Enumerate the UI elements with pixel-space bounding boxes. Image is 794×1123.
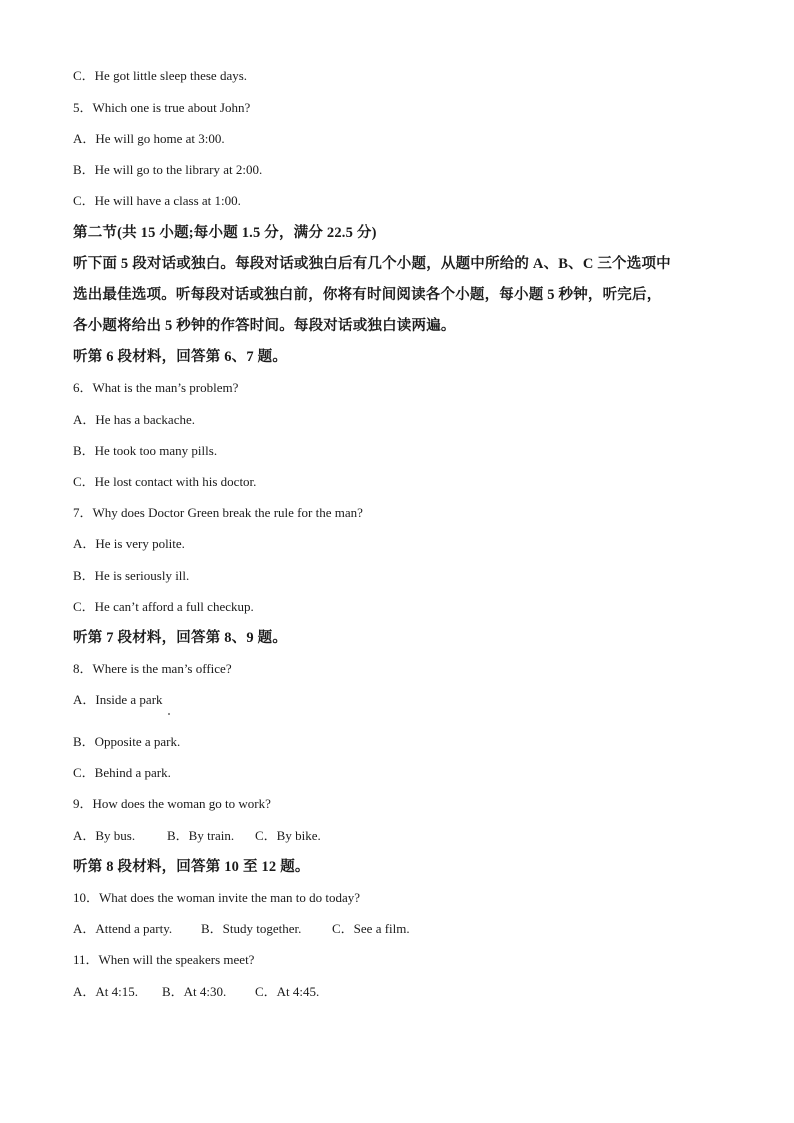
q10-question: 10．What does the woman invite the man to do today? (73, 890, 361, 905)
q5-question: 5．Which one is true about John? (73, 100, 251, 115)
q6-option-a: A．He has a backache. (73, 412, 195, 427)
q5-option-a: A．He will go home at 3:00. (73, 131, 225, 146)
q8-option-c: C．Behind a park. (73, 765, 171, 780)
section2-title: 第二节(共 15 小题;每小题 1.5 分，满分 22.5 分) (73, 225, 377, 241)
q9-options-row (73, 828, 321, 844)
stray-dot-mark (168, 713, 170, 715)
q5-option-b: B．He will go to the library at 2:00. (73, 162, 263, 177)
q6-question: 6．What is the man’s problem? (73, 380, 239, 395)
q10-options-row (73, 921, 410, 937)
q6-option-b: B．He took too many pills. (73, 443, 218, 458)
q11-option-c: C．At 4:45. (255, 984, 320, 999)
q8-question: 8．Where is the man’s office? (73, 661, 232, 676)
section2-instruction-line1: 听下面 5 段对话或独白。每段对话或独白后有几个小题，从题中所给的 A、B、C 三个选项中 (73, 256, 671, 272)
q11-options-row (73, 984, 319, 1000)
q4-option-c: C．He got little sleep these days. (73, 68, 248, 83)
q10-option-b: B．Study together. (201, 921, 302, 936)
q10-option-c: C．See a film. (332, 921, 410, 936)
q9-question: 9．How does the woman go to work? (73, 796, 271, 811)
material6-heading: 听第 6 段材料，回答第 6、7 题。 (73, 349, 288, 365)
q9-option-b: B．By train. (167, 828, 235, 843)
material7-heading: 听第 7 段材料，回答第 8、9 题。 (73, 630, 288, 646)
material8-heading: 听第 8 段材料，回答第 10 至 12 题。 (73, 859, 310, 875)
q9-option-a: A．By bus. (73, 828, 136, 843)
q11-question: 11．When will the speakers meet? (73, 952, 255, 967)
q8-option-b: B．Opposite a park. (73, 734, 181, 749)
q7-question: 7．Why does Doctor Green break the rule for the man? (73, 505, 363, 520)
q11-option-b: B．At 4:30. (162, 984, 227, 999)
q11-option-a: A．At 4:15. (73, 984, 139, 999)
q6-option-c: C．He lost contact with his doctor. (73, 474, 257, 489)
section2-instruction-line3: 各小题将给出 5 秒钟的作答时间。每段对话或独白读两遍。 (73, 318, 456, 334)
q7-option-a: A．He is very polite. (73, 536, 185, 551)
q8-option-a: A．Inside a park (73, 692, 163, 707)
q5-option-c: C．He will have a class at 1:00. (73, 193, 241, 208)
q7-option-b: B．He is seriously ill. (73, 568, 190, 583)
q10-option-a: A．Attend a party. (73, 921, 173, 936)
section2-instruction-line2: 选出最佳选项。听每段对话或独白前，你将有时间阅读各个小题，每小题 5 秒钟，听完后， (73, 287, 662, 303)
q7-option-c: C．He can’t afford a full checkup. (73, 599, 254, 614)
q9-option-c: C．By bike. (255, 828, 321, 843)
